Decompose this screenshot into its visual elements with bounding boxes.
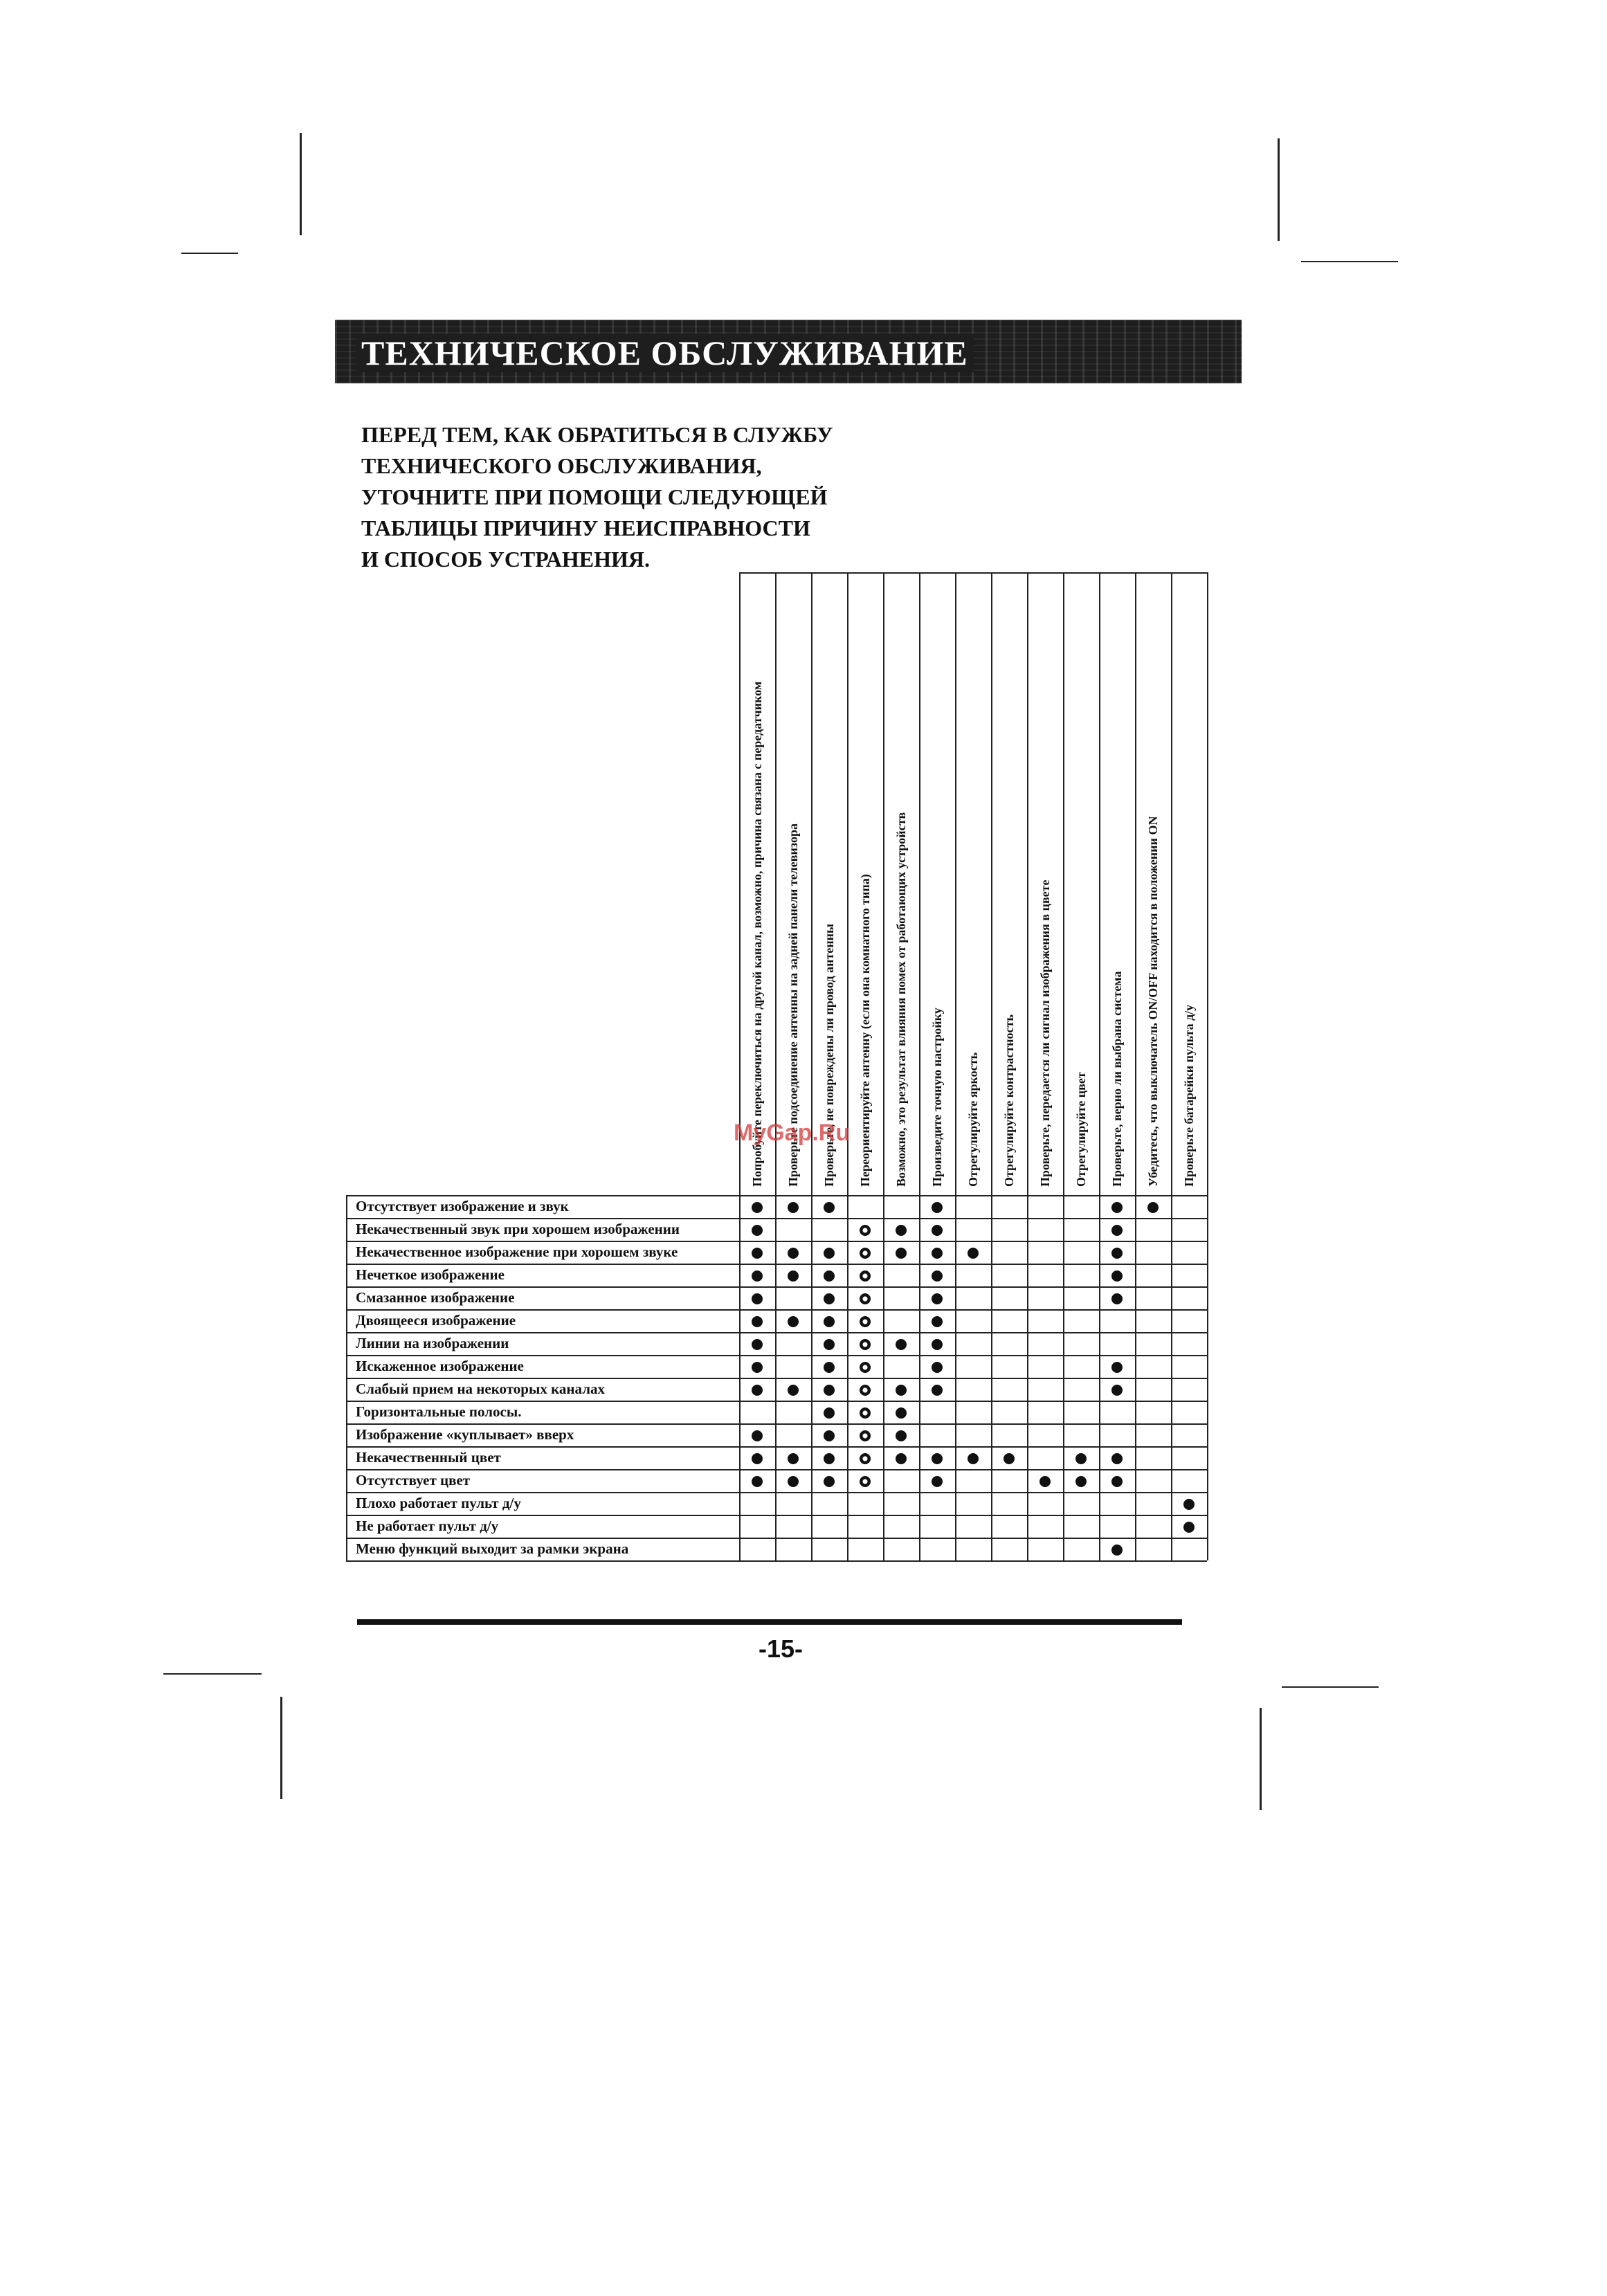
column-header: Проверьте, верно ли выбрана система — [1110, 971, 1124, 1187]
mark-icon — [932, 1453, 943, 1464]
mark-icon — [752, 1225, 763, 1236]
mark-icon — [752, 1316, 763, 1327]
row-label: Не работает пульт д/у — [356, 1518, 499, 1534]
row-divider — [346, 1286, 1207, 1288]
mark-icon — [824, 1316, 835, 1327]
row-divider — [346, 1560, 1207, 1562]
mark-icon — [1183, 1522, 1195, 1533]
row-divider — [346, 1538, 1207, 1539]
partial-mark-icon — [860, 1476, 871, 1487]
bottom-rule — [357, 1619, 1182, 1625]
mark-icon — [752, 1248, 763, 1259]
partial-mark-icon — [860, 1225, 871, 1236]
mark-icon — [752, 1385, 763, 1396]
mark-icon — [1111, 1225, 1123, 1236]
mark-icon — [896, 1248, 907, 1259]
mark-icon — [788, 1270, 799, 1282]
row-label: Отсутствует цвет — [356, 1472, 471, 1488]
row-label: Линии на изображении — [356, 1335, 509, 1351]
mark-icon — [968, 1453, 979, 1464]
row-label: Меню функций выходит за рамки экрана — [356, 1540, 629, 1557]
column-divider — [919, 572, 920, 1560]
row-divider — [346, 1401, 1207, 1402]
mark-icon — [932, 1339, 943, 1350]
row-divider — [346, 1446, 1207, 1448]
mark-icon — [824, 1293, 835, 1304]
crop-mark — [1301, 261, 1398, 262]
column-header: Переориентируйте антенну (если она комнатного типа) — [858, 874, 872, 1187]
row-divider — [346, 1218, 1207, 1219]
mark-icon — [824, 1453, 835, 1464]
row-label: Горизонтальные полосы. — [356, 1403, 522, 1420]
column-header: Отрегулируйте цвет — [1074, 1072, 1088, 1187]
mark-icon — [932, 1362, 943, 1373]
mark-icon — [932, 1225, 943, 1236]
partial-mark-icon — [860, 1385, 871, 1396]
mark-icon — [1111, 1385, 1123, 1396]
mark-icon — [1183, 1499, 1195, 1510]
mark-icon — [1111, 1202, 1123, 1213]
column-divider — [883, 572, 884, 1560]
mark-icon — [1147, 1202, 1159, 1213]
table-header-top — [739, 572, 1207, 574]
column-header: Проверьте батарейки пульта д/у — [1182, 1004, 1196, 1187]
mark-icon — [788, 1202, 799, 1213]
intro-line: ТАБЛИЦЫ ПРИЧИНУ НЕИСПРАВНОСТИ — [361, 516, 810, 540]
column-header: Попробуйте переключиться на другой канал, возможно, причина связана с передатчиком — [750, 681, 764, 1187]
mark-icon — [824, 1476, 835, 1487]
column-divider — [1207, 572, 1208, 1560]
intro-line: УТОЧНИТЕ ПРИ ПОМОЩИ СЛЕДУЮЩЕЙ — [361, 484, 828, 509]
mark-icon — [1004, 1453, 1015, 1464]
row-divider — [346, 1332, 1207, 1333]
troubleshooting-table — [346, 572, 1208, 1562]
mark-icon — [1111, 1248, 1123, 1259]
mark-icon — [824, 1430, 835, 1441]
mark-icon — [932, 1385, 943, 1396]
mark-icon — [1075, 1453, 1087, 1464]
watermark: MyGap.Ru — [734, 1120, 851, 1146]
partial-mark-icon — [860, 1407, 871, 1419]
row-divider — [346, 1492, 1207, 1493]
mark-icon — [788, 1453, 799, 1464]
column-divider — [1063, 572, 1064, 1560]
mark-icon — [1039, 1476, 1051, 1487]
column-divider — [955, 572, 956, 1560]
mark-icon — [752, 1202, 763, 1213]
page-number: -15- — [759, 1634, 804, 1663]
column-divider — [1135, 572, 1136, 1560]
mark-icon — [752, 1453, 763, 1464]
mark-icon — [932, 1270, 943, 1282]
row-label: Отсутствует изображение и звук — [356, 1198, 569, 1214]
column-divider — [811, 572, 812, 1560]
mark-icon — [752, 1293, 763, 1304]
crop-mark — [280, 1697, 282, 1799]
mark-icon — [1111, 1476, 1123, 1487]
mark-icon — [788, 1316, 799, 1327]
mark-icon — [1111, 1293, 1123, 1304]
column-divider — [1027, 572, 1028, 1560]
mark-icon — [752, 1430, 763, 1441]
mark-icon — [752, 1476, 763, 1487]
column-divider — [1171, 572, 1172, 1560]
row-label: Слабый прием на некоторых каналах — [356, 1381, 605, 1397]
mark-icon — [824, 1248, 835, 1259]
row-divider — [346, 1515, 1207, 1516]
column-header: Проверьте, передается ли сигнал изображения в цвете — [1038, 880, 1052, 1187]
row-divider — [346, 1241, 1207, 1242]
column-header: Проверьте, не повреждены ли провод антенны — [822, 923, 836, 1187]
column-divider — [847, 572, 848, 1560]
mark-icon — [824, 1202, 835, 1213]
mark-icon — [824, 1385, 835, 1396]
mark-icon — [824, 1339, 835, 1350]
mark-icon — [968, 1248, 979, 1259]
page-title: ТЕХНИЧЕСКОЕ ОБСЛУЖИВАНИЕ — [356, 334, 974, 372]
mark-icon — [788, 1385, 799, 1396]
crop-mark — [163, 1673, 262, 1675]
partial-mark-icon — [860, 1362, 871, 1373]
mark-icon — [896, 1430, 907, 1441]
mark-icon — [932, 1293, 943, 1304]
row-label: Плохо работает пульт д/у — [356, 1495, 521, 1511]
mark-icon — [752, 1270, 763, 1282]
crop-mark — [181, 253, 238, 254]
row-divider — [346, 1469, 1207, 1470]
mark-icon — [932, 1316, 943, 1327]
crop-mark — [300, 133, 302, 235]
column-header: Убедитесь, что выключатель ON/OFF находится в положении ON — [1146, 816, 1160, 1187]
row-divider — [346, 1309, 1207, 1311]
row-label: Некачественное изображение при хорошем звуке — [356, 1243, 678, 1260]
partial-mark-icon — [860, 1339, 871, 1350]
partial-mark-icon — [860, 1453, 871, 1464]
partial-mark-icon — [860, 1293, 871, 1304]
column-header: Отрегулируйте яркость — [966, 1053, 980, 1187]
row-label: Изображение «куплывает» вверх — [356, 1426, 574, 1443]
column-header: Отрегулируйте контрастность — [1002, 1014, 1016, 1187]
column-header: Проверьте подсоединение антенны на задней панели телевизора — [786, 823, 800, 1187]
mark-icon — [932, 1248, 943, 1259]
row-divider — [346, 1355, 1207, 1356]
row-divider — [346, 1423, 1207, 1425]
mark-icon — [896, 1385, 907, 1396]
mark-icon — [932, 1476, 943, 1487]
column-divider — [1099, 572, 1100, 1560]
mark-icon — [752, 1362, 763, 1373]
mark-icon — [752, 1339, 763, 1350]
intro-line: И СПОСОБ УСТРАНЕНИЯ. — [361, 547, 650, 572]
intro-line: ТЕХНИЧЕСКОГО ОБСЛУЖИВАНИЯ, — [361, 453, 762, 478]
mark-icon — [824, 1270, 835, 1282]
row-label: Искаженное изображение — [356, 1358, 524, 1374]
column-divider — [775, 572, 777, 1560]
partial-mark-icon — [860, 1248, 871, 1259]
mark-icon — [932, 1202, 943, 1213]
column-header: Возможно, это результат влияния помех от работающих устройств — [894, 812, 908, 1187]
row-divider — [346, 1195, 1207, 1196]
intro-paragraph — [361, 419, 833, 575]
crop-mark — [1282, 1686, 1379, 1688]
row-label: Некачественный цвет — [356, 1449, 501, 1466]
mark-icon — [1075, 1476, 1087, 1487]
mark-icon — [788, 1248, 799, 1259]
mark-icon — [896, 1453, 907, 1464]
mark-icon — [824, 1407, 835, 1419]
mark-icon — [1111, 1270, 1123, 1282]
row-label: Двоящееся изображение — [356, 1312, 516, 1329]
partial-mark-icon — [860, 1316, 871, 1327]
partial-mark-icon — [860, 1430, 871, 1441]
column-divider — [739, 572, 741, 1560]
row-label: Смазанное изображение — [356, 1289, 515, 1306]
crop-mark — [1278, 138, 1280, 241]
mark-icon — [896, 1225, 907, 1236]
crop-mark — [1260, 1708, 1262, 1810]
mark-icon — [896, 1407, 907, 1419]
mark-icon — [896, 1339, 907, 1350]
row-label: Нечеткое изображение — [356, 1266, 505, 1283]
mark-icon — [824, 1362, 835, 1373]
column-divider — [991, 572, 992, 1560]
row-divider — [346, 1378, 1207, 1379]
row-label: Некачественный звук при хорошем изображении — [356, 1221, 680, 1237]
mark-icon — [1111, 1362, 1123, 1373]
mark-icon — [1111, 1545, 1123, 1556]
mark-icon — [1111, 1453, 1123, 1464]
partial-mark-icon — [860, 1270, 871, 1282]
mark-icon — [788, 1476, 799, 1487]
intro-line: ПЕРЕД ТЕМ, КАК ОБРАТИТЬСЯ В СЛУЖБУ — [361, 422, 833, 447]
title-banner — [335, 320, 1242, 383]
row-divider — [346, 1264, 1207, 1265]
column-header: Произведите точную настройку — [930, 1008, 944, 1187]
